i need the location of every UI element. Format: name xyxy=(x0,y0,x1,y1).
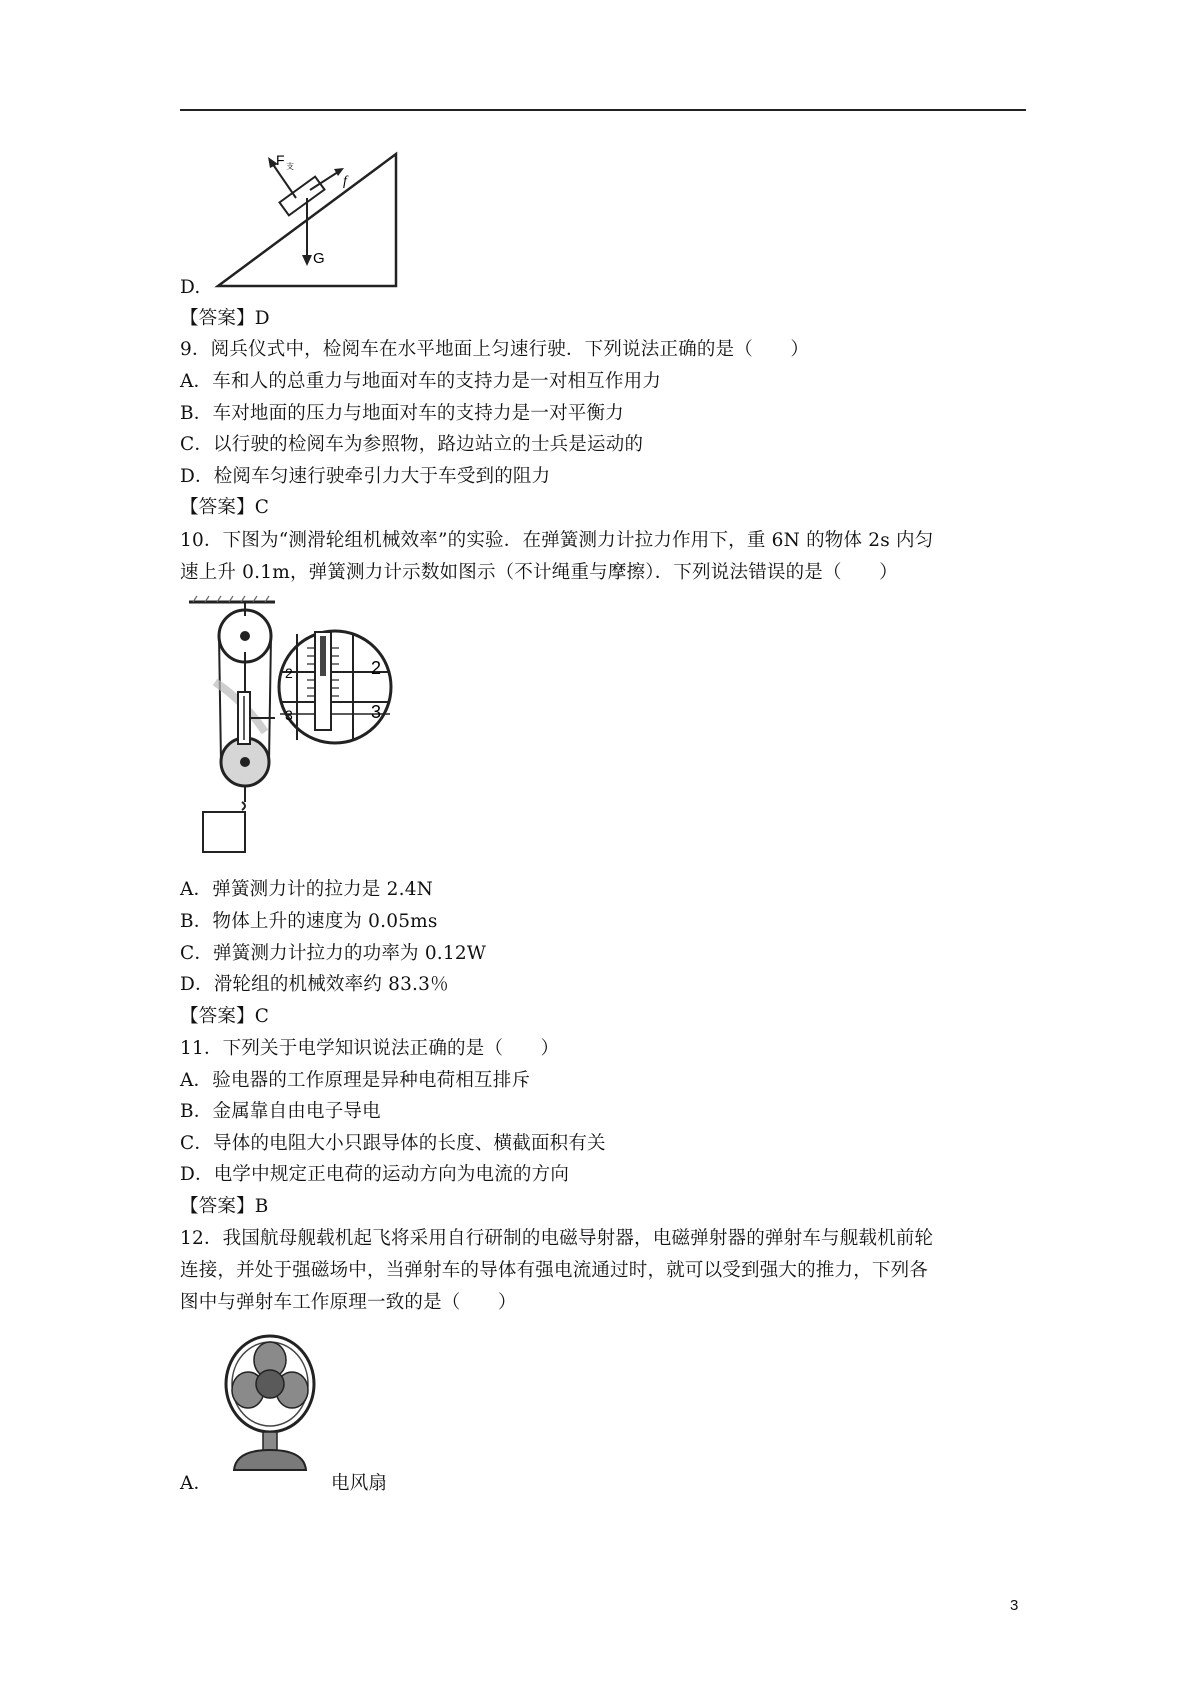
q9-option-d: D．检阅车匀速行驶牵引力大于车受到的阻力 xyxy=(180,466,551,487)
q12-stem-line-3: 图中与弹射车工作原理一致的是（ ） xyxy=(180,1292,517,1313)
header-rule xyxy=(180,109,1026,111)
q11-option-b: B．金属靠自由电子导电 xyxy=(180,1101,381,1122)
q10-option-b: B．物体上升的速度为 0.05ms xyxy=(180,911,438,932)
q10-option-c: C．弹簧测力计拉力的功率为 0.12W xyxy=(180,943,487,964)
q9-stem: 9．阅兵仪式中，检阅车在水平地面上匀速行驶．下列说法正确的是（ ） xyxy=(180,339,810,360)
q12-stem-line-2: 连接，并处于强磁场中，当弹射车的导体有强电流通过时，就可以受到强大的推力，下列各 xyxy=(180,1260,929,1281)
q9-option-b: B．车对地面的压力与地面对车的支持力是一对平衡力 xyxy=(180,403,624,424)
q9-option-c: C．以行驶的检阅车为参照物，路边站立的士兵是运动的 xyxy=(180,434,644,455)
scale-label-left-3: 3 xyxy=(285,707,293,723)
q11-option-d: D．电学中规定正电荷的运动方向为电流的方向 xyxy=(180,1164,570,1185)
electric-fan-image xyxy=(222,1332,320,1474)
incline-force-diagram xyxy=(210,148,405,290)
gravity-label: G xyxy=(313,250,325,267)
q11-answer: 【答案】B xyxy=(180,1196,269,1217)
scale-label-right-2: 2 xyxy=(371,658,382,678)
q9-answer: 【答案】C xyxy=(180,497,270,518)
page-number: 3 xyxy=(1010,1597,1019,1614)
q10-option-d: D．滑轮组的机械效率约 83.3％ xyxy=(180,974,449,995)
q12-option-a-label: A． xyxy=(180,1473,213,1494)
support-force-label: F xyxy=(276,152,285,168)
q11-option-a: A．验电器的工作原理是异种电荷相互排斥 xyxy=(180,1070,531,1091)
q10-answer: 【答案】C xyxy=(180,1006,270,1027)
option-d-label: D. xyxy=(180,277,201,298)
q12-option-a-caption: 电风扇 xyxy=(331,1473,388,1494)
support-force-subscript: 支 xyxy=(286,162,294,171)
q11-option-c: C．导体的电阻大小只跟导体的长度、横截面积有关 xyxy=(180,1133,606,1154)
q9-option-a: A．车和人的总重力与地面对车的支持力是一对相互作用力 xyxy=(180,371,662,392)
friction-force-label: f xyxy=(343,174,347,189)
q10-stem-line-1: 10．下图为“测滑轮组机械效率”的实验．在弹簧测力计拉力作用下，重 6N 的物体 2s 内匀 xyxy=(180,530,934,551)
q10-stem-line-2: 速上升 0.1m，弹簧测力计示数如图示（不计绳重与摩擦）．下列说法错误的是（ ） xyxy=(180,562,898,583)
scale-label-left-2: 2 xyxy=(285,665,293,681)
pulley-system-diagram xyxy=(185,592,430,872)
q11-stem: 11．下列关于电学知识说法正确的是（ ） xyxy=(180,1038,560,1059)
scale-label-right-3: 3 xyxy=(371,702,382,722)
q10-option-a: A．弹簧测力计的拉力是 2.4N xyxy=(180,879,434,900)
q12-stem-line-1: 12．我国航母舰载机起飞将采用自行研制的电磁导射器，电磁弹射器的弹射车与舰载机前轮 xyxy=(180,1228,934,1249)
q8-answer: 【答案】D xyxy=(180,308,270,329)
